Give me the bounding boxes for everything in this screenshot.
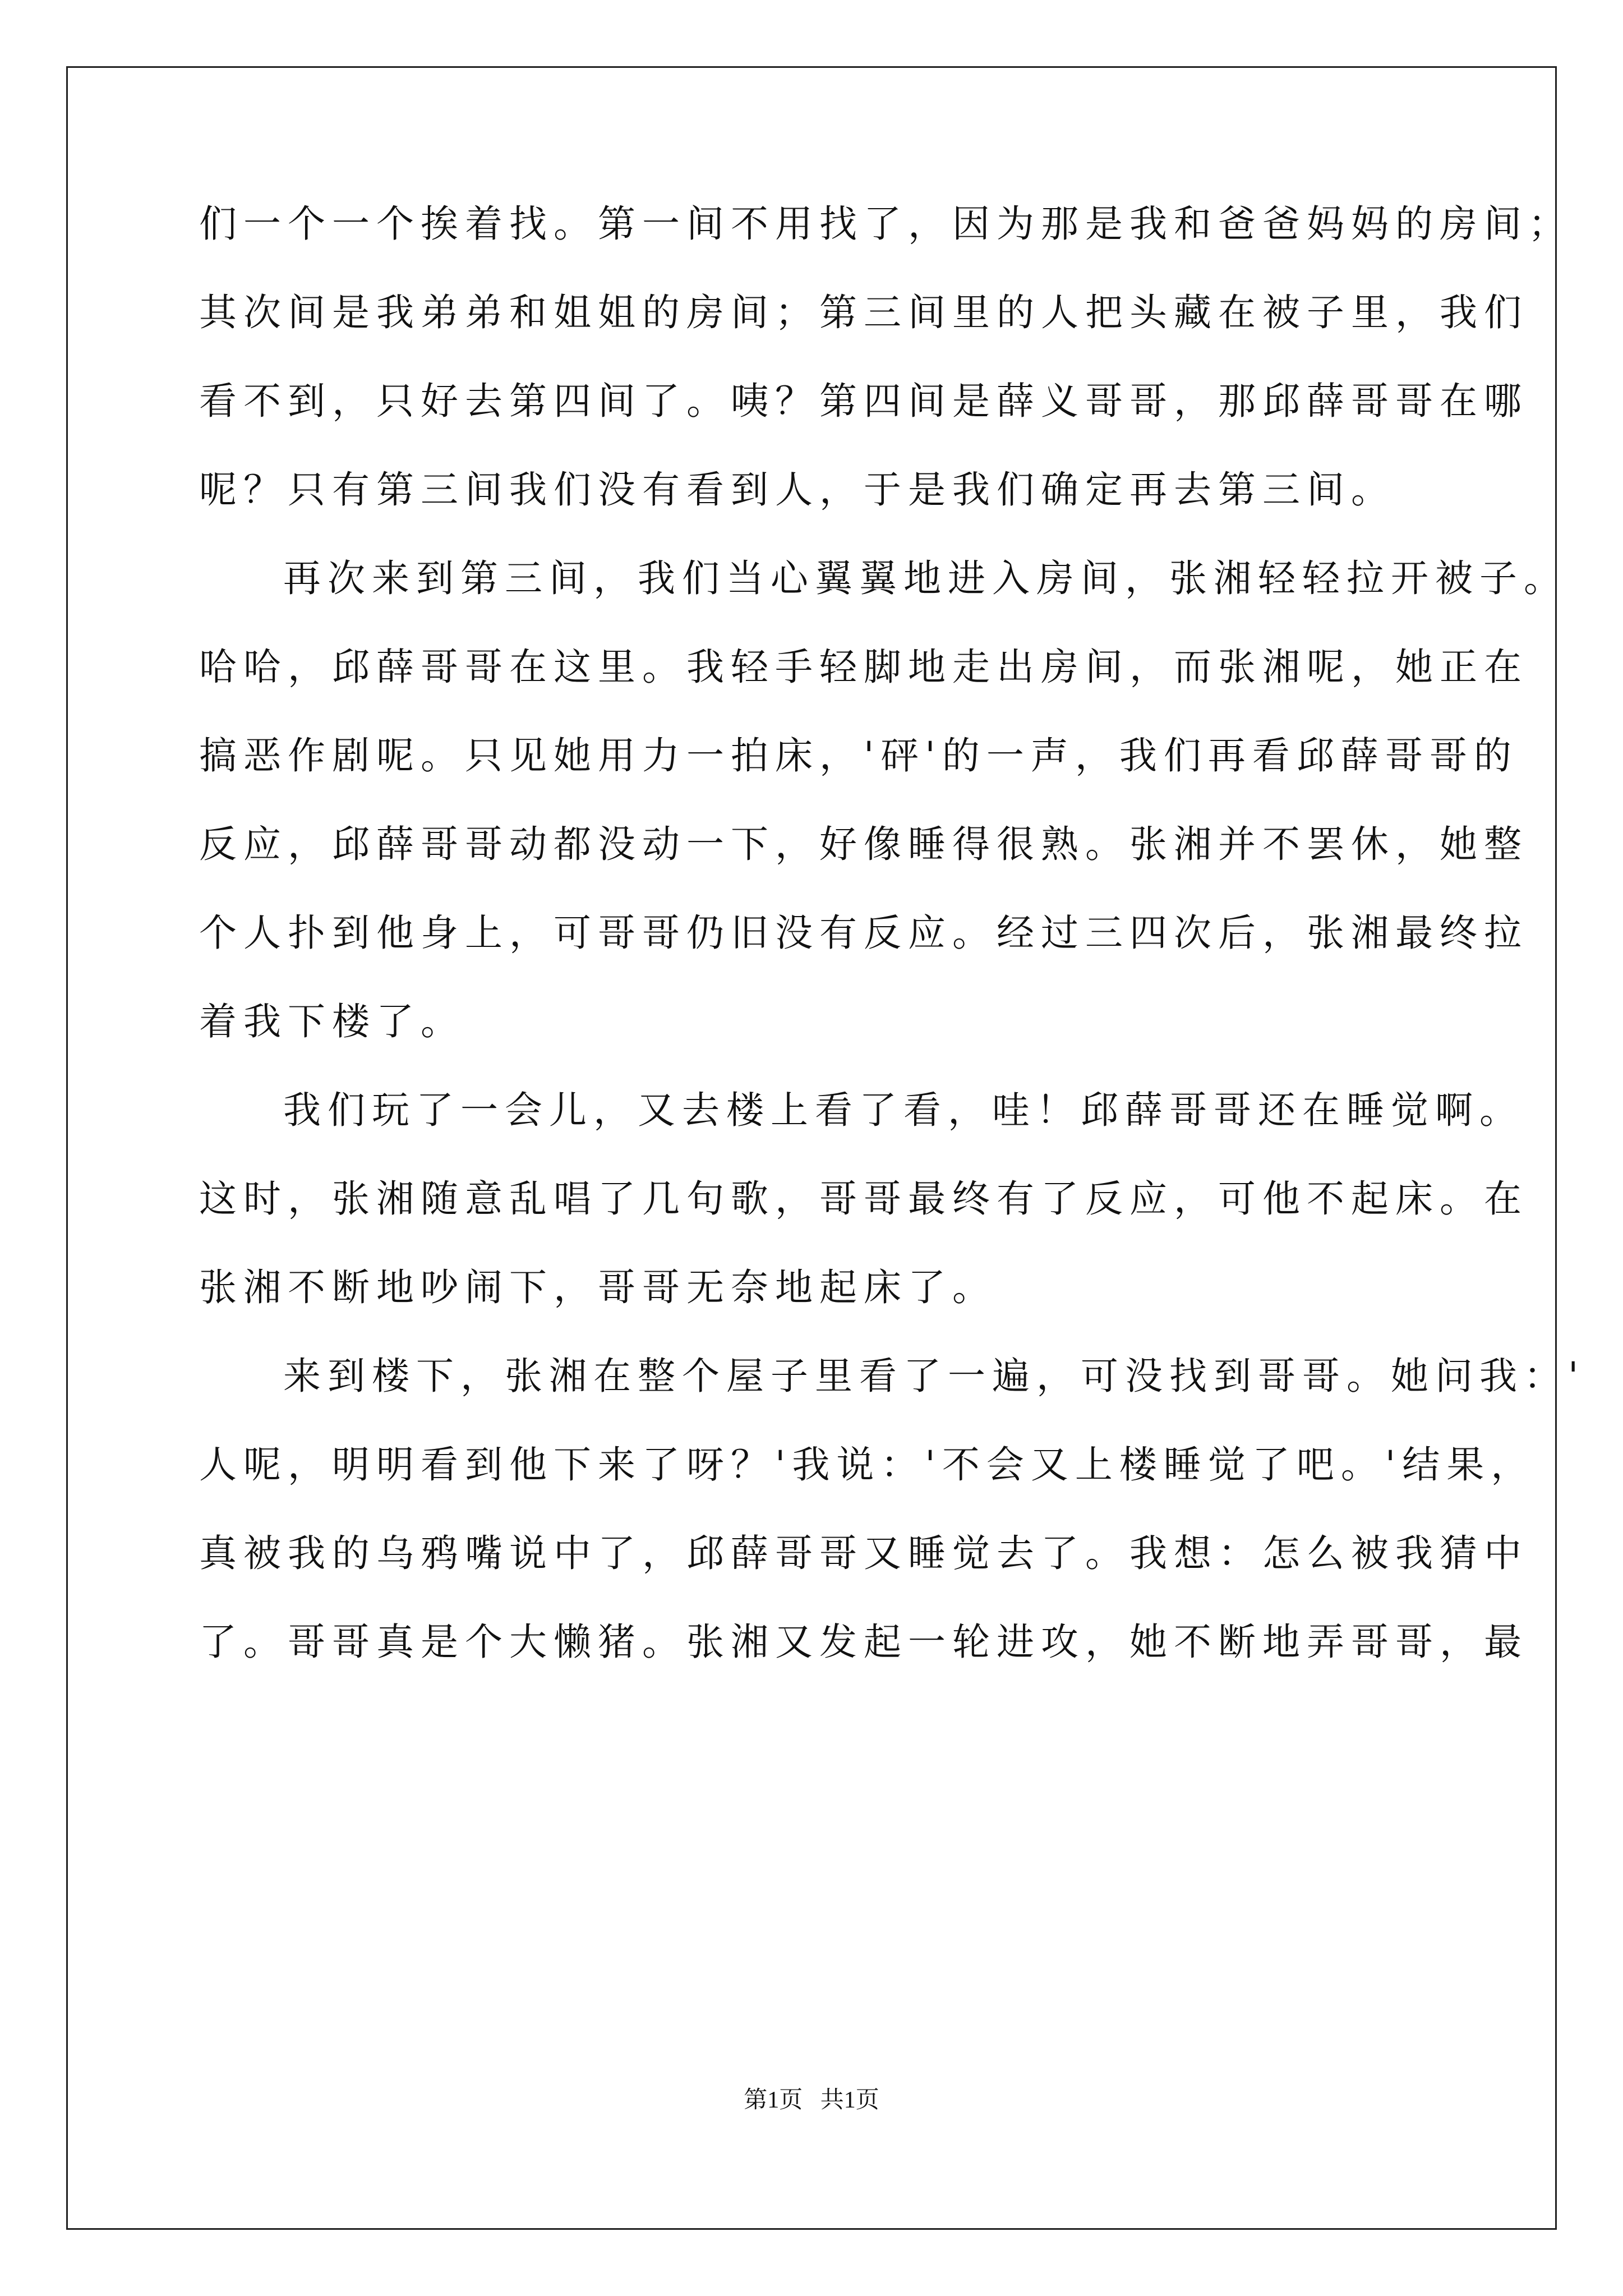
text-line-2: 其次间是我弟弟和姐姐的房间；第三间里的人把头藏在被子里，我们 [199,291,1528,334]
text-line-17: 了。哥哥真是个大懒猪。张湘又发起一轮进攻，她不断地弄哥哥，最 [199,1620,1528,1664]
text-line-15: 人呢，明明看到他下来了呀？'我说：'不会又上楼睡觉了吧。'结果， [199,1443,1536,1487]
text-line-8: 反应，邱薛哥哥动都没动一下，好像睡得很熟。张湘并不罢休，她整 [199,822,1528,866]
text-line-4: 呢？只有第三间我们没有看到人，于是我们确定再去第三间。 [199,468,1395,512]
text-line-13: 张湘不断地吵闹下，哥哥无奈地起床了。 [199,1266,997,1309]
paragraph-start-2: 再次来到第三间，我们当心翼翼地进入房间，张湘轻轻拉开被子。 [283,556,1568,600]
text-line-7: 搞恶作剧呢。只见她用力一拍床，'砰'的一声，我们再看邱薛哥哥的 [199,734,1518,777]
text-line-3: 看不到，只好去第四间了。咦？第四间是薛义哥哥，那邱薛哥哥在哪 [199,379,1528,423]
text-line-9: 个人扑到他身上，可哥哥仍旧没有反应。经过三四次后，张湘最终拉 [199,911,1528,955]
paragraph-start-3: 我们玩了一会儿，又去楼上看了看，哇！邱薛哥哥还在睡觉啊。 [283,1088,1524,1132]
paragraph-start-4: 来到楼下，张湘在整个屋子里看了一遍，可没找到哥哥。她问我：' [283,1354,1585,1398]
text-line-6: 哈哈，邱薛哥哥在这里。我轻手轻脚地走出房间，而张湘呢，她正在 [199,645,1528,689]
text-line-10: 着我下楼了。 [199,1000,465,1043]
document-body [199,180,1585,1686]
text-line-12: 这时，张湘随意乱唱了几句歌，哥哥最终有了反应，可他不起床。在 [199,1177,1528,1221]
text-line-1: 们一个一个挨着找。第一间不用找了，因为那是我和爸爸妈妈的房间； [199,202,1573,246]
text-line-16: 真被我的乌鸦嘴说中了，邱薛哥哥又睡觉去了。我想：怎么被我猜中 [199,1531,1528,1575]
page-number-footer: 第1页 共1页 [744,2087,879,2113]
